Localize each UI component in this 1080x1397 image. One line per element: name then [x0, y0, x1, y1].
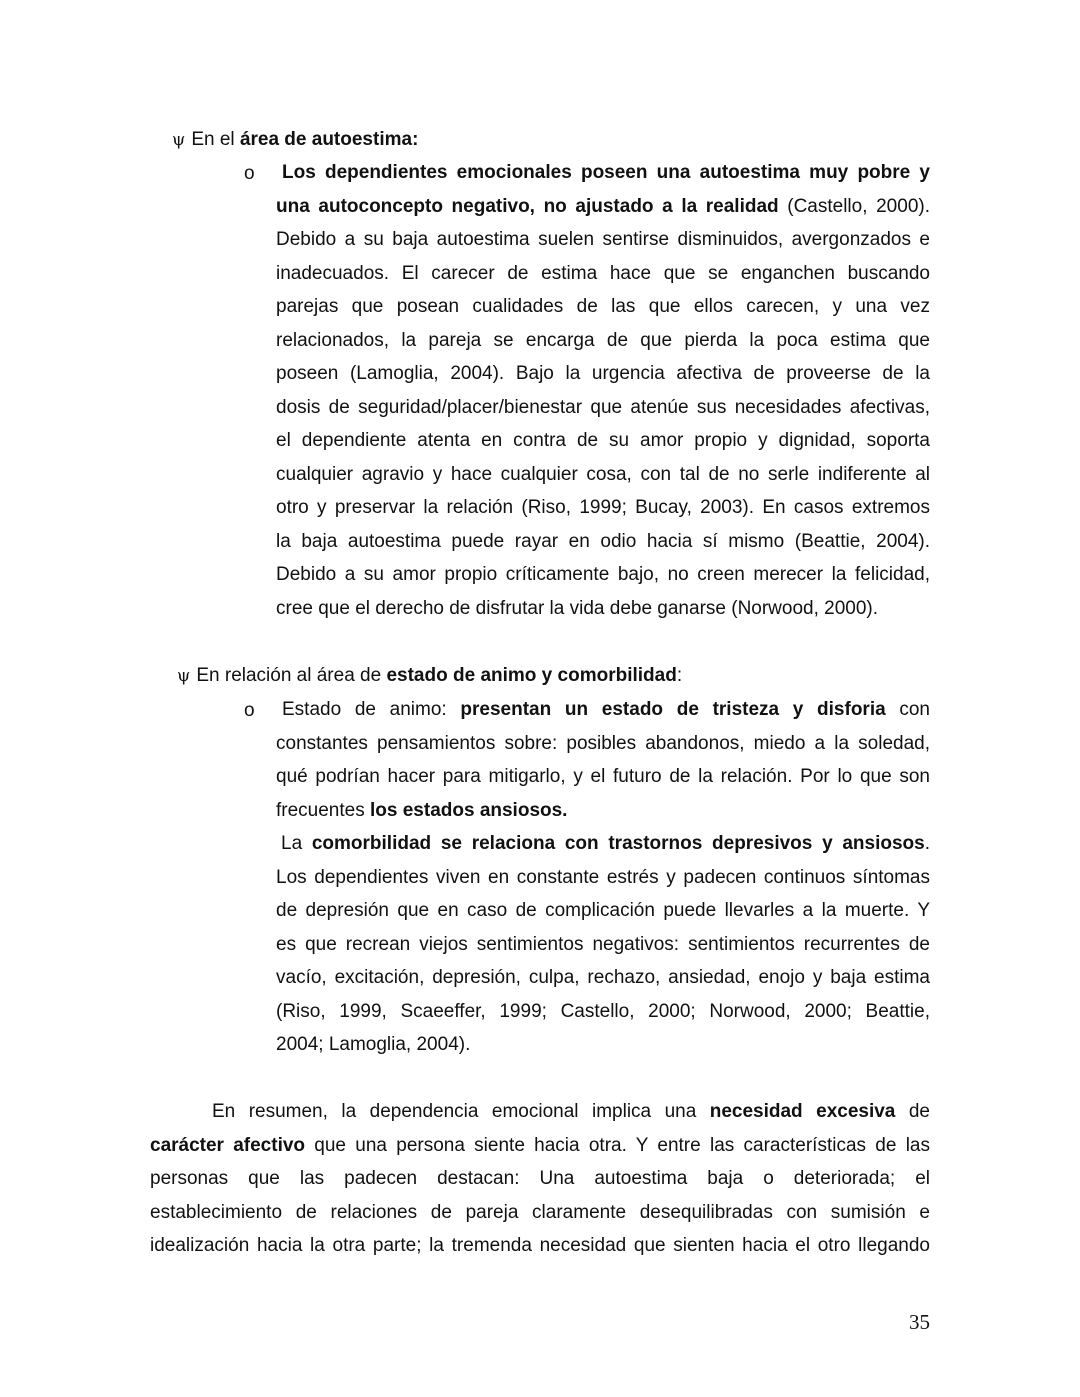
estado-animo-paragraph — [276, 693, 930, 1062]
text-line: qué podrían hacer para mitigarlo, y el futuro de la relación. Por lo que son — [276, 766, 930, 787]
autoestima-paragraph — [276, 156, 930, 625]
psi-bullet-icon: ψ — [172, 130, 186, 150]
heading-bold-text: área de autoestima: — [239, 129, 419, 150]
text-line: una autoconcepto negativo, no ajustado a la realidad (Castello, 2000). — [276, 195, 930, 217]
text-line: poseen (Lamoglia, 2004). Bajo la urgencia afectiva de proveerse de la — [276, 363, 930, 384]
text-line: de depresión que en caso de complicación puede llevarles a la muerte. Y — [276, 900, 930, 921]
list-bullet: o — [244, 163, 255, 184]
text-line: Estado de animo: presentan un estado de tristeza y disforia con — [282, 699, 930, 720]
text-line: carácter afectivo que una persona siente hacia otra. Y entre las características de las — [150, 1134, 930, 1156]
text-line: establecimiento de relaciones de pareja claramente desequilibradas con sumisión e — [150, 1201, 930, 1223]
text-line: personas que las padecen destacan: Una autoestima baja o deteriorada; el — [150, 1168, 930, 1189]
text-line: Los dependientes viven en constante estrés y padecen continuos síntomas — [276, 866, 930, 888]
text-line: En resumen, la dependencia emocional implica una necesidad excesiva de — [212, 1101, 930, 1122]
text-line: cree que el derecho de disfrutar la vida debe ganarse (Norwood, 2000). — [276, 597, 879, 619]
text-line: inadecuados. El carecer de estima hace que se enganchen buscando — [276, 262, 930, 284]
text-line: frecuentes los estados ansiosos. — [276, 799, 568, 821]
text-line: Debido a su amor propio críticamente bajo, no creen merecer la felicidad, — [276, 564, 930, 585]
text-line: (Riso, 1999, Scaeeffer, 1999; Castello, 2000; Norwood, 2000; Beattie, — [276, 1000, 930, 1022]
text-line: Debido a su baja autoestima suelen sentirse disminuidos, avergonzados e — [276, 229, 930, 250]
page-number: 35 — [909, 1310, 930, 1334]
list-bullet: o — [244, 700, 255, 721]
text-line: la baja autoestima puede rayar en odio hacia sí mismo (Beattie, 2004). — [276, 530, 930, 552]
text-line: es que recrean viejos sentimientos negativos: sentimientos recurrentes de — [276, 933, 930, 955]
heading-bold-text: estado de animo y comorbilidad — [386, 665, 677, 686]
text-line: idealización hacia la otra parte; la tremenda necesidad que sienten hacia el otro llegando — [150, 1235, 930, 1256]
summary-paragraph — [150, 1095, 930, 1263]
text-line: vacío, excitación, depresión, culpa, rechazo, ansiedad, enojo y baja estima — [276, 967, 930, 988]
text-line: relacionados, la pareja se encarga de que pierda la poca estima que — [276, 329, 930, 351]
heading-text: En el — [191, 129, 240, 150]
text-line: Los dependientes emocionales poseen una autoestima muy pobre y — [282, 162, 930, 183]
text-line: dosis de seguridad/placer/bienestar que atenúe sus necesidades afectivas, — [276, 396, 930, 418]
text-line: 2004; Lamoglia, 2004). — [276, 1034, 471, 1055]
heading-text: En relación al área de — [196, 665, 387, 686]
psi-bullet-icon: ψ — [177, 666, 191, 686]
text-line: otro y preservar la relación (Riso, 1999; Bucay, 2003). En casos extremos — [276, 497, 930, 518]
text-line: cualquier agravio y hace cualquier cosa, con tal de no serle indiferente al — [276, 463, 930, 485]
section-heading-autoestima — [172, 128, 418, 152]
text-line: constantes pensamientos sobre: posibles abandonos, miedo a la soledad, — [276, 732, 930, 754]
text-line: parejas que posean cualidades de las que ellos carecen, y una vez — [276, 296, 930, 317]
text-line: el dependiente atenta en contra de su amor propio y dignidad, soporta — [276, 430, 930, 451]
section-heading-estado-animo: ψ En relación al área de estado de animo y comorbilidad: — [177, 665, 683, 686]
text-line: La comorbilidad se relaciona con trastornos depresivos y ansiosos. — [281, 833, 930, 854]
